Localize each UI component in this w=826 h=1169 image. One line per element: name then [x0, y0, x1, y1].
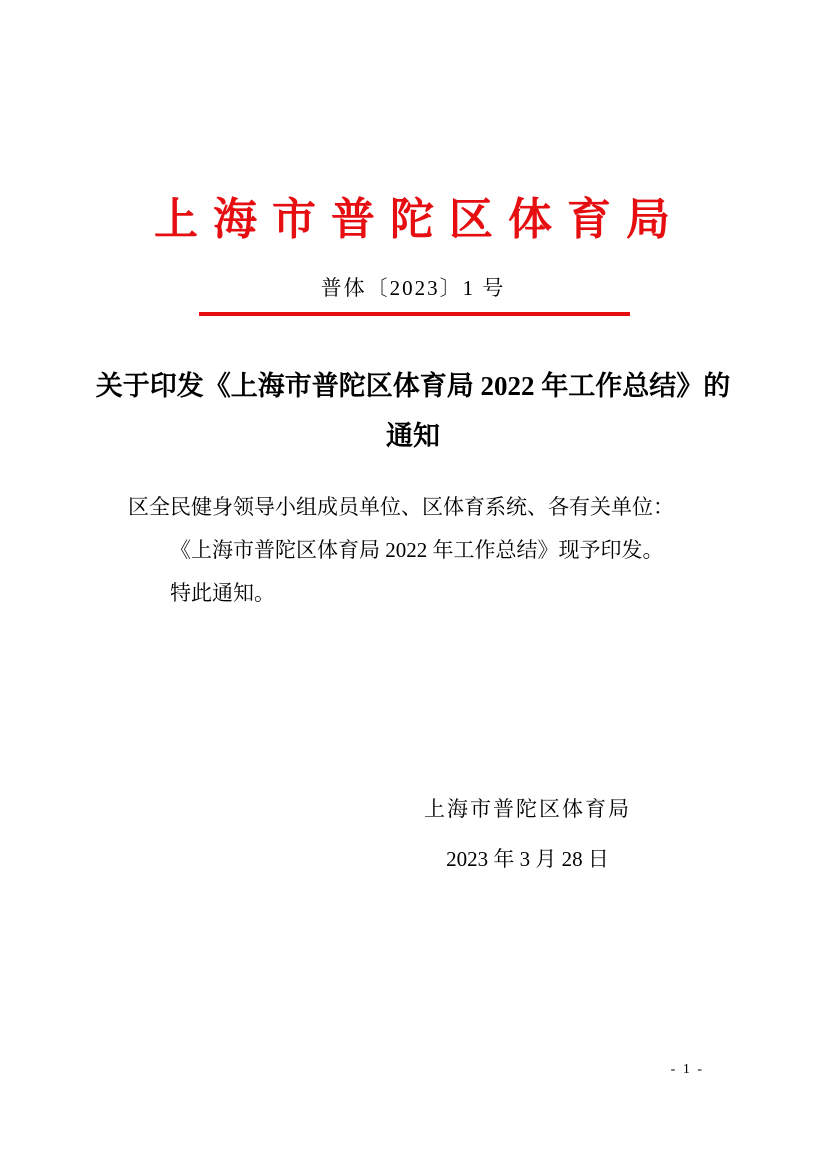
red-divider-line	[199, 312, 630, 316]
signature-agency: 上海市普陀区体育局	[424, 797, 631, 821]
document-title	[63, 361, 763, 461]
signature-date: 2023 年 3 月 28 日	[446, 847, 609, 871]
document-title-line1: 关于印发《上海市普陀区体育局 2022 年工作总结》的	[95, 371, 731, 401]
body-paragraph: 《上海市普陀区体育局 2022 年工作总结》现予印发。	[170, 538, 664, 562]
document-title-line2: 通知	[386, 421, 440, 451]
body-closing: 特此通知。	[170, 581, 275, 605]
signature-block	[415, 784, 640, 884]
body-salutation: 区全民健身领导小组成员单位、区体育系统、各有关单位：	[128, 495, 674, 519]
document-body	[128, 486, 708, 615]
page-number: - 1 -	[670, 1062, 704, 1077]
document-number: 普体〔2023〕1 号	[320, 276, 506, 300]
agency-title: 上 海 市 普 陀 区 体 育 局	[154, 195, 672, 244]
